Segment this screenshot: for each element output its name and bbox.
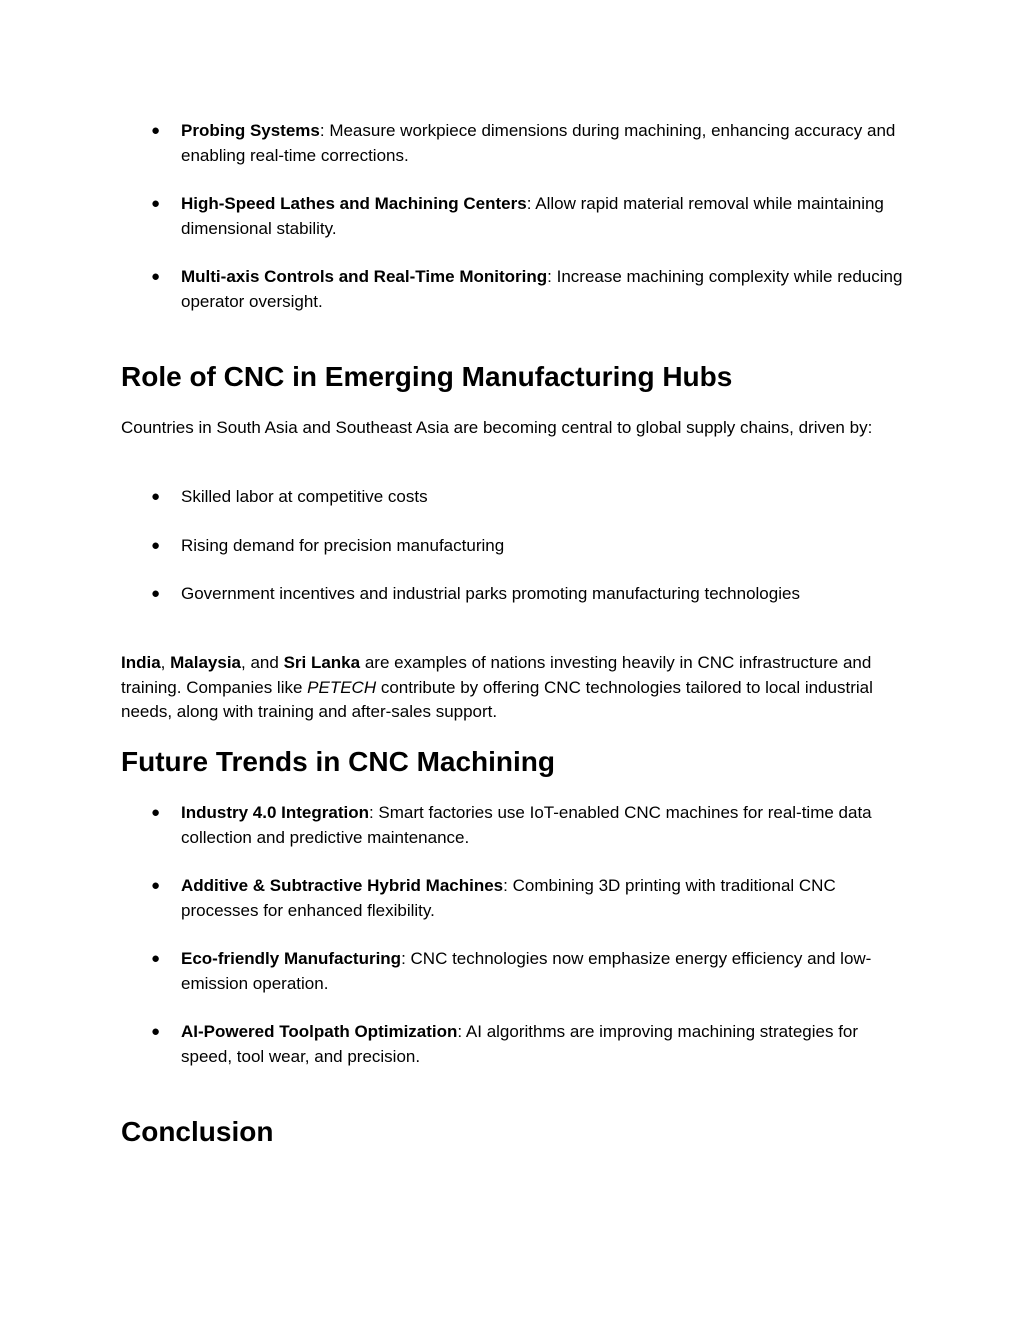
bullet: ●	[151, 585, 161, 602]
list-item-text	[181, 801, 906, 850]
bullet: ●	[151, 877, 161, 894]
section-heading: Conclusion	[121, 1116, 274, 1147]
list-item-text: Government incentives and industrial parks promoting manufacturing technologies	[181, 584, 800, 603]
bullet: ●	[151, 488, 161, 505]
section-intro: Countries in South Asia and Southeast Asia are becoming central to global supply chains, driven by:	[121, 418, 873, 437]
list-item-term: Probing Systems	[181, 121, 320, 140]
list-item-text	[181, 192, 906, 241]
list-item-desc: : Combining 3D printing with traditional CNC processes for enhanced flexibility.	[181, 876, 836, 920]
list-item-desc: : CNC technologies now emphasize energy efficiency and low-emission operation.	[181, 949, 872, 993]
list-item-term: Industry 4.0 Integration	[181, 803, 369, 822]
country-name: Sri Lanka	[283, 653, 361, 672]
bullet: ●	[151, 537, 161, 554]
bullet: ●	[151, 950, 161, 967]
text-run: contribute by offering CNC technologies tailored to local industrial needs, along with training and after-sales support.	[121, 677, 873, 721]
list-item-desc: : Increase machining complexity while reducing operator oversight.	[181, 267, 903, 311]
bullet: ●	[151, 268, 161, 285]
list-item-text	[181, 119, 906, 168]
section-heading: Role of CNC in Emerging Manufacturing Hubs	[121, 361, 733, 392]
section-heading: Future Trends in CNC Machining	[121, 746, 556, 777]
list-item-term: Eco-friendly Manufacturing	[181, 949, 402, 968]
list-item-text: Skilled labor at competitive costs	[181, 487, 428, 506]
list-item-term: Multi-axis Controls and Real-Time Monitoring	[181, 267, 548, 286]
text-run: are examples of nations investing heavily in CNC infrastructure and training. Companies like	[121, 653, 872, 697]
list-item-text	[181, 874, 906, 923]
bullet: ●	[151, 804, 161, 821]
text-run: ,	[160, 653, 171, 672]
list-item-term: AI-Powered Toolpath Optimization	[181, 1022, 458, 1041]
list-item-desc: : AI algorithms are improving machining strategies for speed, tool wear, and precision.	[181, 1022, 859, 1066]
list-item-term: Additive & Subtractive Hybrid Machines	[181, 876, 504, 895]
company-name: PETECH	[307, 677, 377, 697]
list-item-text: Rising demand for precision manufacturing	[181, 536, 505, 555]
bullet: ●	[151, 1023, 161, 1040]
bullet: ●	[151, 195, 161, 212]
list-item-text	[181, 265, 906, 314]
list-item-term: High-Speed Lathes and Machining Centers	[181, 194, 527, 213]
country-name: Malaysia	[170, 653, 242, 672]
list-item-text	[181, 1020, 906, 1069]
country-name: India	[121, 653, 161, 672]
list-item-desc: : Allow rapid material removal while maintaining dimensional stability.	[181, 194, 884, 238]
text-run: , and	[241, 653, 284, 672]
list-item-desc: : Smart factories use IoT-enabled CNC machines for real-time data collection and predictive maintenance.	[181, 803, 872, 847]
list-item-text	[181, 947, 906, 996]
body-paragraph	[121, 651, 911, 725]
list-item-desc: : Measure workpiece dimensions during machining, enhancing accuracy and enabling real-time corrections.	[181, 121, 896, 165]
bullet: ●	[151, 122, 161, 139]
